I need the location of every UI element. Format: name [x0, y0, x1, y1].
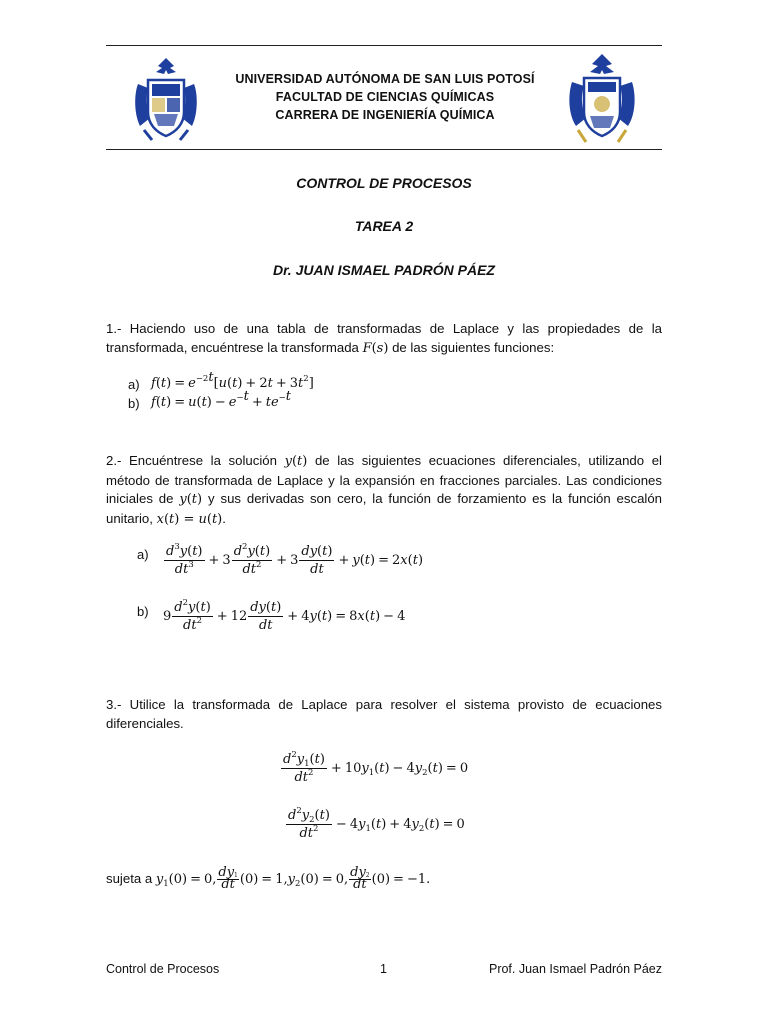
problem-1b-label: b): [128, 396, 140, 411]
problem-3-initial-conditions: sujeta a $y_1(0) = 0$, $\frac{dy_1}{dt}$ $(0) = 1,y_2(0) = 0$, $\frac{dy_2}{dt}$ (0) = −1.: [106, 865, 431, 892]
problem-1a-label: a): [128, 377, 140, 392]
problem-2a-label: a): [137, 547, 149, 562]
problem-1-text: 1.- Haciendo uso de una tabla de transformadas de Laplace y las propiedades de la transformada, encuéntrese la transformada: [106, 321, 662, 355]
problem-2-text-3: y sus derivadas son cero, la función de forzamiento es la función escalón unitario,: [106, 491, 663, 526]
problem-3-statement: 3.- Utilice la transformada de Laplace para resolver el sistema provisto de ecuaciones diferenciales.: [106, 697, 662, 731]
university-crest-left-icon: [130, 54, 202, 144]
assignment-title: TAREA 2: [354, 218, 414, 234]
problem-1-statement: 1.- Haciendo uso de una tabla de transformadas de Laplace y las propiedades de la transformada, encuéntrese la transformada F(s) de las siguientes funciones:: [106, 321, 662, 356]
problem-1b-equation: $f(t) = u(t) - e^{-t} + te^{-t}$: [151, 389, 292, 410]
faculty-crest-right-icon: [566, 52, 638, 144]
header-bottom-rule: [106, 149, 662, 150]
problem-2b-label: b): [137, 604, 149, 619]
subject-to-text: sujeta a: [106, 871, 156, 886]
problem-2-statement: 2.- Encuéntrese la solución y(t) de las siguientes ecuaciones diferenciales, utilizando el método de transformada de Laplace y la expansión en fracciones parciales. Las condiciones iniciales de y(t) y sus derivadas son cero, la función de forzamiento es la función escalón unitario, x(t) = u(t).: [106, 453, 663, 527]
problem-2b-equation: 9 $\frac{d^2y(t)}{dt^2}$ + 12 $\frac{dy(t)}{dt}$ + 4y(t) = 8x(t) − 4: [163, 598, 406, 633]
problem-1a-equation: $f(t) = e^{-2t}[u(t) + 2t + 3t^2]$: [151, 370, 314, 391]
footer-course: Control de Procesos: [106, 962, 220, 976]
course-title: CONTROL DE PROCESOS: [296, 175, 472, 191]
problem-3-equation-2: $\frac{d^2y_2(t)}{dt^2}$ − $4y_1(t) + 4y_2(t) = 0$: [288, 806, 465, 841]
faculty-name: FACULTAD DE CIENCIAS QUÍMICAS: [275, 90, 495, 104]
footer-page-number: 1: [380, 962, 387, 976]
problem-2a-equation: $\frac{d^3y(t)}{dt^3}$ + 3 $\frac{d^2y(t)}{dt^2}$ + 3 $\frac{dy(t)}{dt}$ + y(t) = 2x(t): [166, 542, 424, 577]
problem-1-text-end: de las siguientes funciones:: [388, 339, 555, 355]
problem-2-text-1: 2.- Encuéntrese la solución: [106, 453, 285, 468]
problem-2-text-4: .: [222, 510, 226, 526]
footer-professor: Prof. Juan Ismael Padrón Páez: [488, 962, 662, 976]
professor-name: Dr. JUAN ISMAEL PADRÓN PÁEZ: [273, 262, 495, 278]
problem-3-equation-1: $\frac{d^2y_1(t)}{dt^2}$ + $10y_1(t) - 4y_2(t) = 0$: [283, 750, 469, 785]
university-name: UNIVERSIDAD AUTÓNOMA DE SAN LUIS POTOSÍ: [235, 72, 535, 86]
program-name: CARRERA DE INGENIERÍA QUÍMICA: [275, 108, 495, 122]
header-top-rule: [106, 45, 662, 46]
problem-2-text-2: de las siguientes ecuaciones diferenciales, utilizando el método de transformada de Laplace y la expansión en fracciones parciales. Las condiciones iniciales de: [106, 453, 662, 506]
